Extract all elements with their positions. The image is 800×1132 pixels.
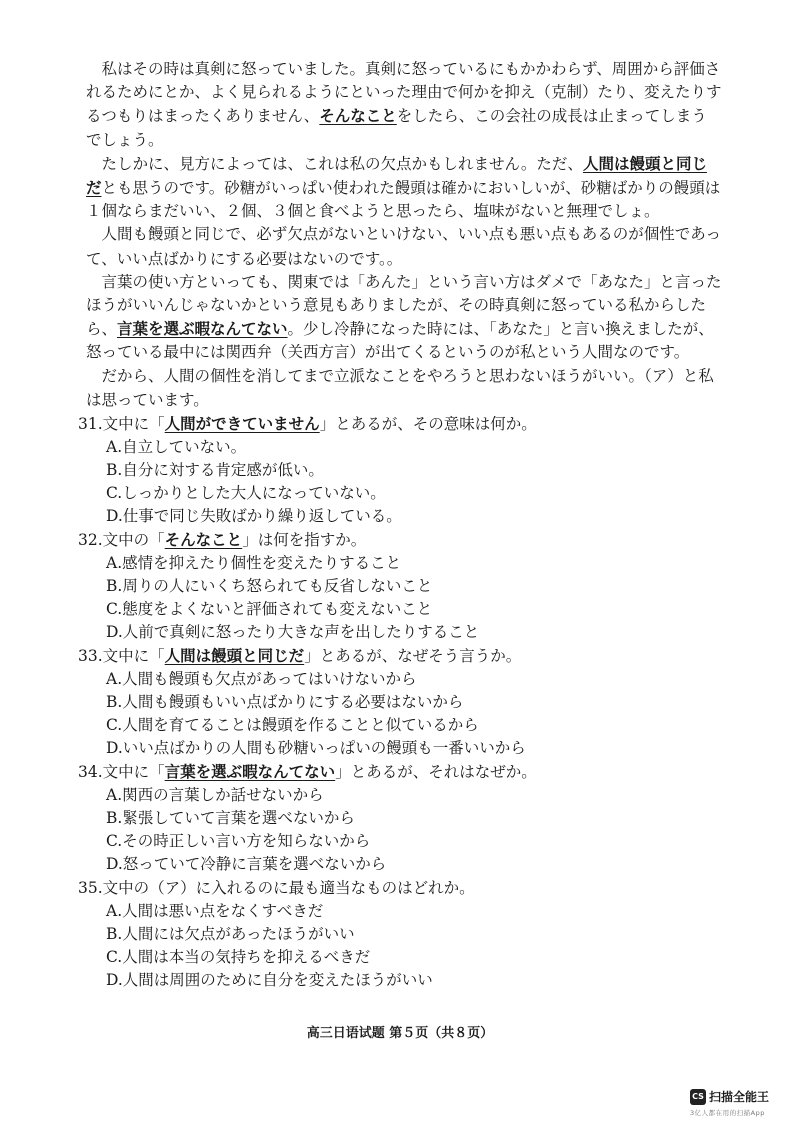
answer-option: D.怒っていて冷静に言葉を選べないから [106,855,387,874]
camscanner-logo-icon: CS [690,1089,706,1105]
question-stem: 34.文中に「言葉を選ぶ暇なんてない」とあるが、それはなぜか。 [78,762,537,782]
answer-option: A.人間も饅頭も欠点があってはいけないから [106,670,417,689]
passage-paragraph: だから、人間の個性を消してまで立派なことをやろうと思わないほうがいい。（ア）と私は思っています。 [86,366,714,409]
answer-option: B.周りの人にいくち怒られても反省しないこと [106,577,433,596]
underlined-phrase: 言葉を選ぶ暇なんてない [117,319,288,339]
question-31 [78,412,722,528]
reading-passage [86,58,722,412]
underlined-phrase: 人間は饅頭と同じだ [86,153,707,198]
question-stem: 32.文中の「そんなこと」は何を指すか。 [78,530,367,550]
exam-page [78,58,722,992]
answer-option: C.態度をよくないと評価されても変えないこと [106,600,433,619]
question-34 [78,760,722,876]
underlined-phrase: そんなこと [319,106,397,126]
answer-option: B.緊張していて言葉を選べないから [106,809,355,828]
passage-paragraph: たしかに、見方によっては、これは私の欠点かもしれません。ただ、人間は饅頭と同じだとも思うのです。砂糖がいっぱい使われた饅頭は確かにおいしいが、砂糖ばかりの饅頭は１個ならまだいい、２個、３個と食べようと思ったら、塩味がないと無理でしょ。 [86,153,721,221]
question-list [78,412,722,992]
passage-paragraph: 人間も饅頭と同じで、必ず欠点がないといけない、いい点も悪い点もあるのが個性であって、いい点ばかりにする必要はないのです。。 [86,225,722,268]
scanner-watermark [690,1086,790,1117]
answer-option: C.人間は本当の気持ちを抑えるべきだ [106,948,371,967]
answer-option: D.仕事で同じ失敗ばかり繰り返している。 [106,507,402,526]
answer-option: C.しっかりとした大人になっていない。 [106,484,386,503]
answer-option: A.感情を抑えたり個性を変えたりすること [106,554,402,573]
answer-option: B.人間には欠点があったほうがいい [106,925,355,944]
question-stem: 33.文中に「人間は饅頭と同じだ」とあるが、なぜそう言うか。 [78,646,522,666]
answer-option: C.人間を育てることは饅頭を作ることと似ているから [106,716,479,735]
answer-option: D.いい点ばかりの人間も砂糖いっぱいの饅頭も一番いいから [106,739,526,758]
question-35 [78,876,722,992]
answer-option: A.関西の言葉しか話せないから [106,786,324,805]
answer-option: B.人間も饅頭もいい点ばかりにする必要はないから [106,693,464,712]
question-32 [78,528,722,644]
watermark-name: 扫描全能王 [709,1090,770,1104]
watermark-tagline: 3亿人都在用的扫描App [690,1109,765,1117]
answer-option: A.人間は悪い点をなくすべきだ [106,902,324,921]
answer-option: B.自分に対する肯定感が低い。 [106,461,324,480]
answer-option: C.その時正しい言い方を知らないから [106,832,371,851]
underlined-phrase: 言葉を選ぶ暇なんてない [164,762,336,782]
underlined-phrase: 人間ができていません [164,414,320,434]
underlined-phrase: そんなこと [164,530,243,550]
question-33 [78,644,722,760]
question-stem: 35.文中の（ア）に入れるのに最も適当なものはどれか。 [78,879,475,898]
passage-paragraph: 私はその時は真剣に怒っていました。真剣に怒っているにもかかわらず、周囲から評価されるためにとか、よく見られるようにといった理由で何かを抑え（克制）たり、変えたりするつもりはまったくありません、そんなことをしたら、この会社の成長は止まってしまうでしょう。 [86,60,722,149]
underlined-phrase: 人間は饅頭と同じだ [164,646,305,666]
answer-option: D.人前で真剣に怒ったり大きな声を出したりすること [106,623,480,642]
question-stem: 31.文中に「人間ができていません」とあるが、その意味は何か。 [78,414,537,434]
passage-paragraph: 言葉の使い方といっても、関東では「あんた」という言い方はダメで「あなた」と言ったほうがいいんじゃないかという意見もありましたが、その時真剣に怒っている私からしたら、言葉を選ぶ暇なんてない。少し冷静になった時には、「あなた」と言い換えましたが、怒っている最中には関西弁（关西方言）が出てくるというのが私という人間なのです。 [86,272,722,362]
answer-option: A.自立していない。 [106,438,247,457]
answer-option: D.人間は周囲のために自分を変えたほうがいい [106,971,433,990]
page-footer: 高三日语试题 第５页（共８页） [306,1026,494,1041]
